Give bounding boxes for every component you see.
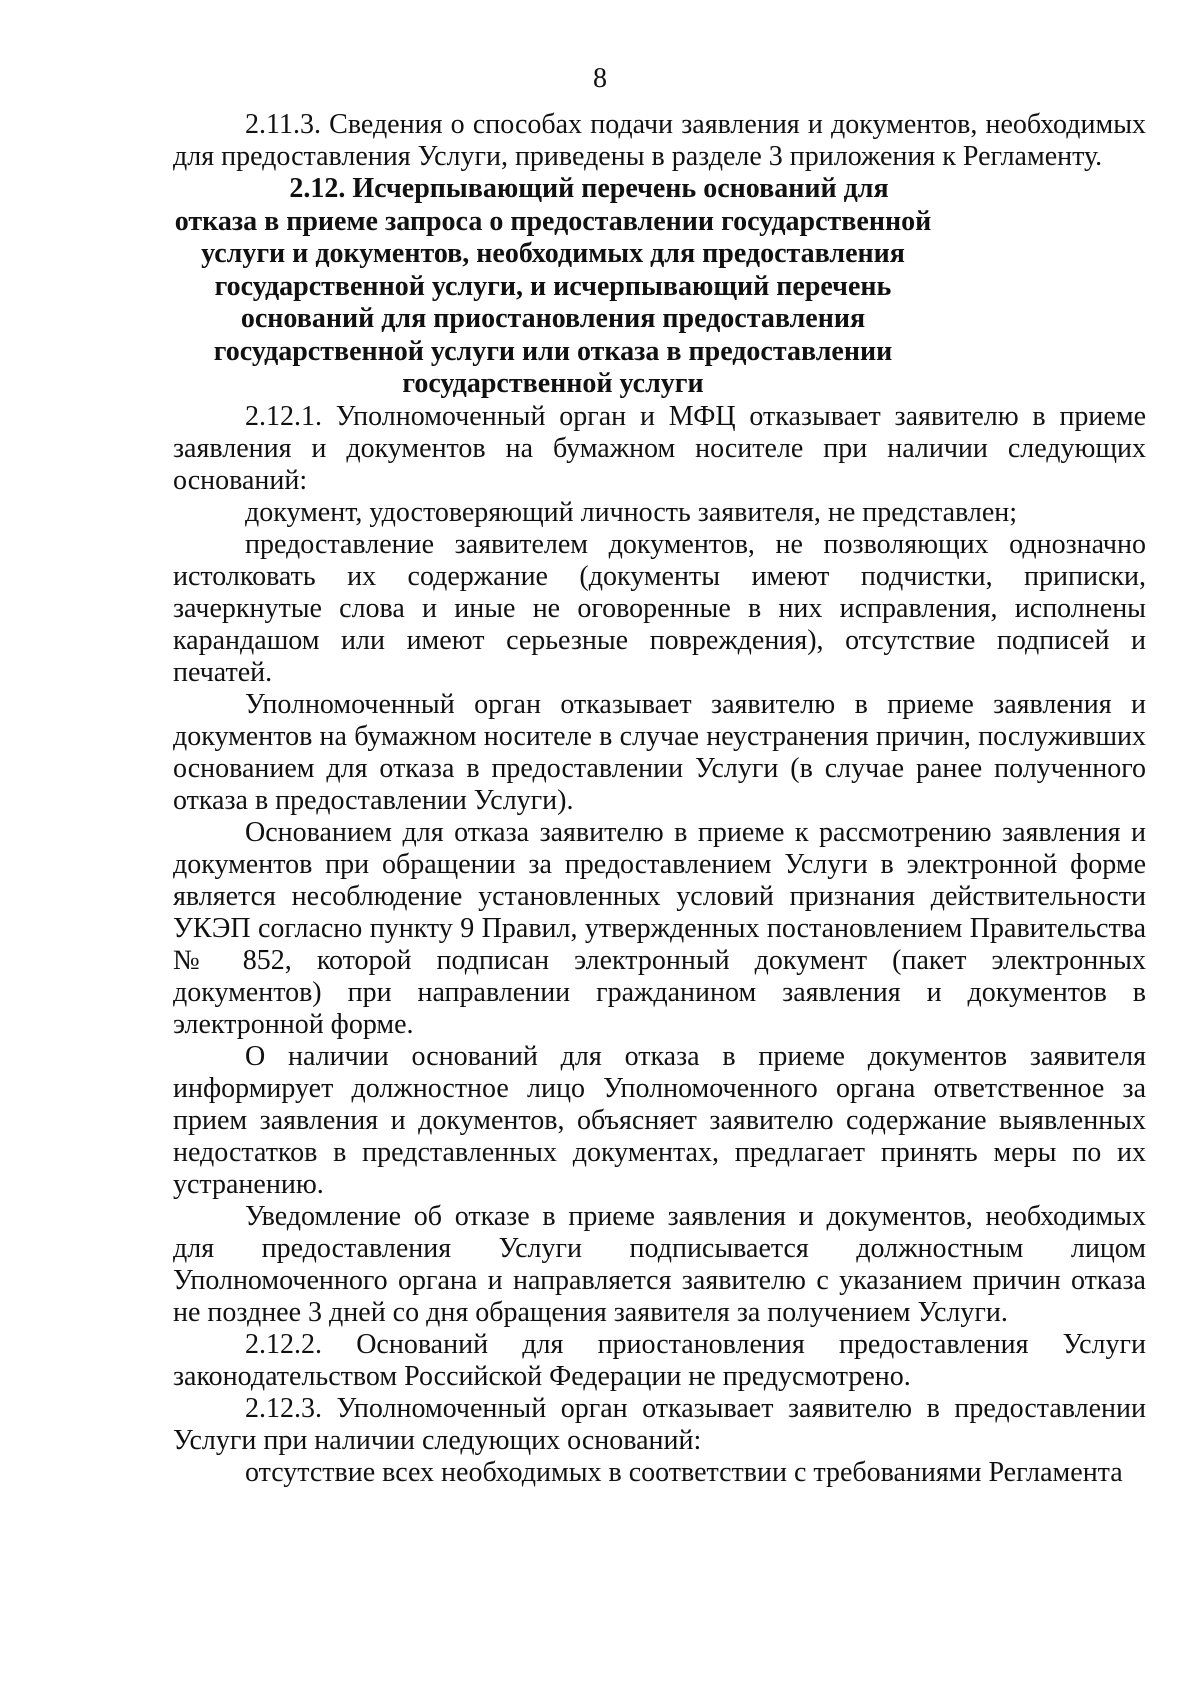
paragraph: Уполномоченный орган отказывает заявителю в приеме заявления и документов на бумажном носителе в случае неустранения причин, послуживших основанием для отказа в предоставлении Услуги (в случае ранее полученного отказа в предоставлении Услуги). [173, 688, 1146, 816]
paragraph: О наличии оснований для отказа в приеме документов заявителя информирует должностное лицо Уполномоченного органа ответственное за прием заявления и документов, объясняет заявителю содержание выявленных недостатков в представленных документах, предлагает принять меры по их устранению. [173, 1040, 1146, 1200]
paragraph: отсутствие всех необходимых в соответствии с требованиями Регламента [245, 1456, 1123, 1488]
paragraph: Основанием для отказа заявителю в приеме к рассмотрению заявления и документов при обращении за предоставлением Услуги в электронной форме является несоблюдение установленных условий признания действительности УКЭП согласно пункту 9 Правил, утвержденных постановлением Правительства № 852, которой подписан электронный документ (пакет электронных документов) при направлении гражданином заявления и документов в электронной форме. [173, 816, 1146, 1040]
document-body [173, 109, 1146, 1489]
section-heading-2-12: 2.12. Исчерпывающий перечень оснований для отказа в приеме запроса о предоставлении государственной услуги и документов, необходимых для предоставления государственной услуги, и исчерпывающий перечень оснований для приостановления предоставления государственной услуги или отказа в предоставлении государственной услуги [174, 173, 932, 399]
paragraph-2-11-3: 2.11.3. Сведения о способах подачи заявления и документов, необходимых для предоставления Услуги, приведены в разделе 3 приложения к Регламенту. [173, 109, 1146, 172]
paragraph: Уведомление об отказе в приеме заявления и документов, необходимых для предоставления Услуги подписывается должностным лицом Уполномоченного органа и направляется заявителю с указанием причин отказа не позднее 3 дней со дня обращения заявителя за получением Услуги. [173, 1200, 1146, 1328]
paragraph-2-12-3: 2.12.3. Уполномоченный орган отказывает заявителю в предоставлении Услуги при наличии следующих оснований: [173, 1392, 1146, 1456]
paragraph-2-12-2: 2.12.2. Оснований для приостановления предоставления Услуги законодательством Российской Федерации не предусмотрено. [173, 1328, 1146, 1392]
paragraph: предоставление заявителем документов, не позволяющих однозначно истолковать их содержание (документы имеют подчистки, приписки, зачеркнутые слова и иные не оговоренные в них исправления, исполнены карандашом или имеют серьезные повреждения), отсутствие подписей и печатей. [173, 528, 1146, 688]
paragraph: документ, удостоверяющий личность заявителя, не представлен; [245, 496, 1018, 528]
paragraph-2-12-1: 2.12.1. Уполномоченный орган и МФЦ отказывает заявителю в приеме заявления и документов на бумажном носителе при наличии следующих оснований: [173, 400, 1146, 496]
page-number: 8 [593, 63, 607, 94]
